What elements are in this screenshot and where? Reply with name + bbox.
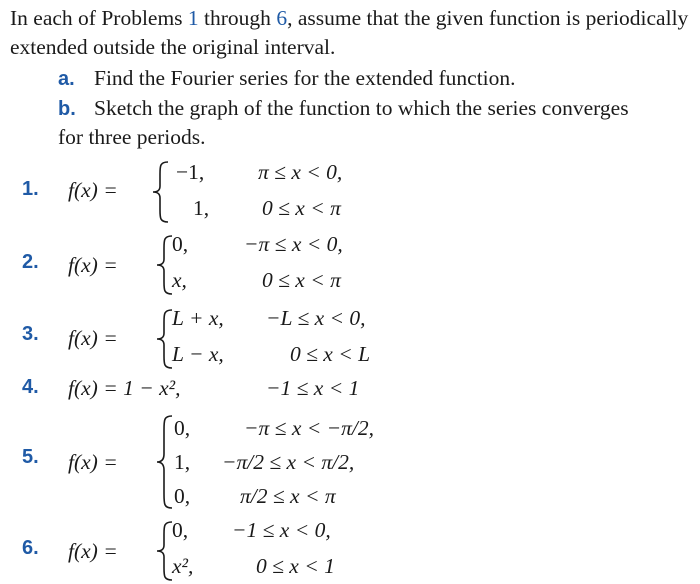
case-condition: −1 ≤ x < 0, [232, 518, 331, 542]
problem-number: 3. [22, 323, 39, 345]
case-value: 0, [172, 518, 189, 542]
problem-1 [0, 158, 700, 228]
case-value: 0, [174, 416, 191, 440]
intro-text-end: , assume that the given function is periodically extended outside the original interval. [10, 6, 689, 59]
problem-ref-1-link[interactable]: 1 [187, 6, 199, 30]
problem-condition: −1 ≤ x < 1 [266, 376, 360, 400]
left-brace-icon [150, 160, 172, 224]
problem-3 [0, 306, 700, 370]
problem-2 [0, 232, 700, 298]
problem-number: 5. [22, 446, 39, 468]
problem-5 [0, 412, 700, 512]
case-value: 1, [193, 196, 210, 220]
problem-number: 4. [22, 376, 39, 398]
case-value: −1, [176, 160, 205, 184]
problem-4 [0, 374, 700, 406]
problem-number: 2. [22, 251, 39, 273]
part-b-text: Sketch the graph of the function to which the series converges [94, 96, 629, 120]
problem-ref-6-link[interactable]: 6 [276, 6, 288, 30]
part-a-tag: a. [58, 68, 75, 90]
intro-text-start: In each of Problems [10, 6, 188, 30]
case-value: x², [172, 554, 194, 578]
case-condition: −π ≤ x < −π/2, [244, 416, 375, 440]
problem-lhs: f(x) = [68, 539, 118, 563]
case-condition: π/2 ≤ x < π [240, 484, 336, 508]
case-condition: 0 ≤ x < L [290, 342, 371, 366]
part-b-tag: b. [58, 98, 76, 120]
case-value: x, [172, 268, 187, 292]
left-brace-icon [154, 414, 176, 510]
problem-lhs: f(x) = [68, 178, 118, 202]
problem-6 [0, 518, 700, 584]
case-value: 1, [174, 450, 191, 474]
intro-paragraph [10, 4, 694, 62]
case-condition: −L ≤ x < 0, [266, 306, 366, 330]
problem-number: 1. [22, 178, 39, 200]
problem-lhs: f(x) = [68, 253, 118, 277]
part-b [58, 94, 629, 124]
part-a [58, 64, 516, 94]
case-value: L + x, [172, 306, 224, 330]
case-condition: −π/2 ≤ x < π/2, [222, 450, 355, 474]
case-value: L − x, [172, 342, 224, 366]
part-a-text: Find the Fourier series for the extended function. [94, 66, 516, 90]
problem-lhs: f(x) = 1 − x², [68, 376, 181, 400]
case-condition: 0 ≤ x < 1 [256, 554, 335, 578]
case-condition: 0 ≤ x < π [262, 196, 341, 220]
problem-lhs: f(x) = [68, 326, 118, 350]
case-value: 0, [172, 232, 189, 256]
part-b-continuation: for three periods. [58, 125, 206, 149]
problem-lhs: f(x) = [68, 450, 118, 474]
case-value: 0, [174, 484, 191, 508]
case-condition: π ≤ x < 0, [258, 160, 343, 184]
intro-text-between: through [198, 6, 277, 30]
case-condition: −π ≤ x < 0, [244, 232, 343, 256]
case-condition: 0 ≤ x < π [262, 268, 341, 292]
problem-number: 6. [22, 537, 39, 559]
